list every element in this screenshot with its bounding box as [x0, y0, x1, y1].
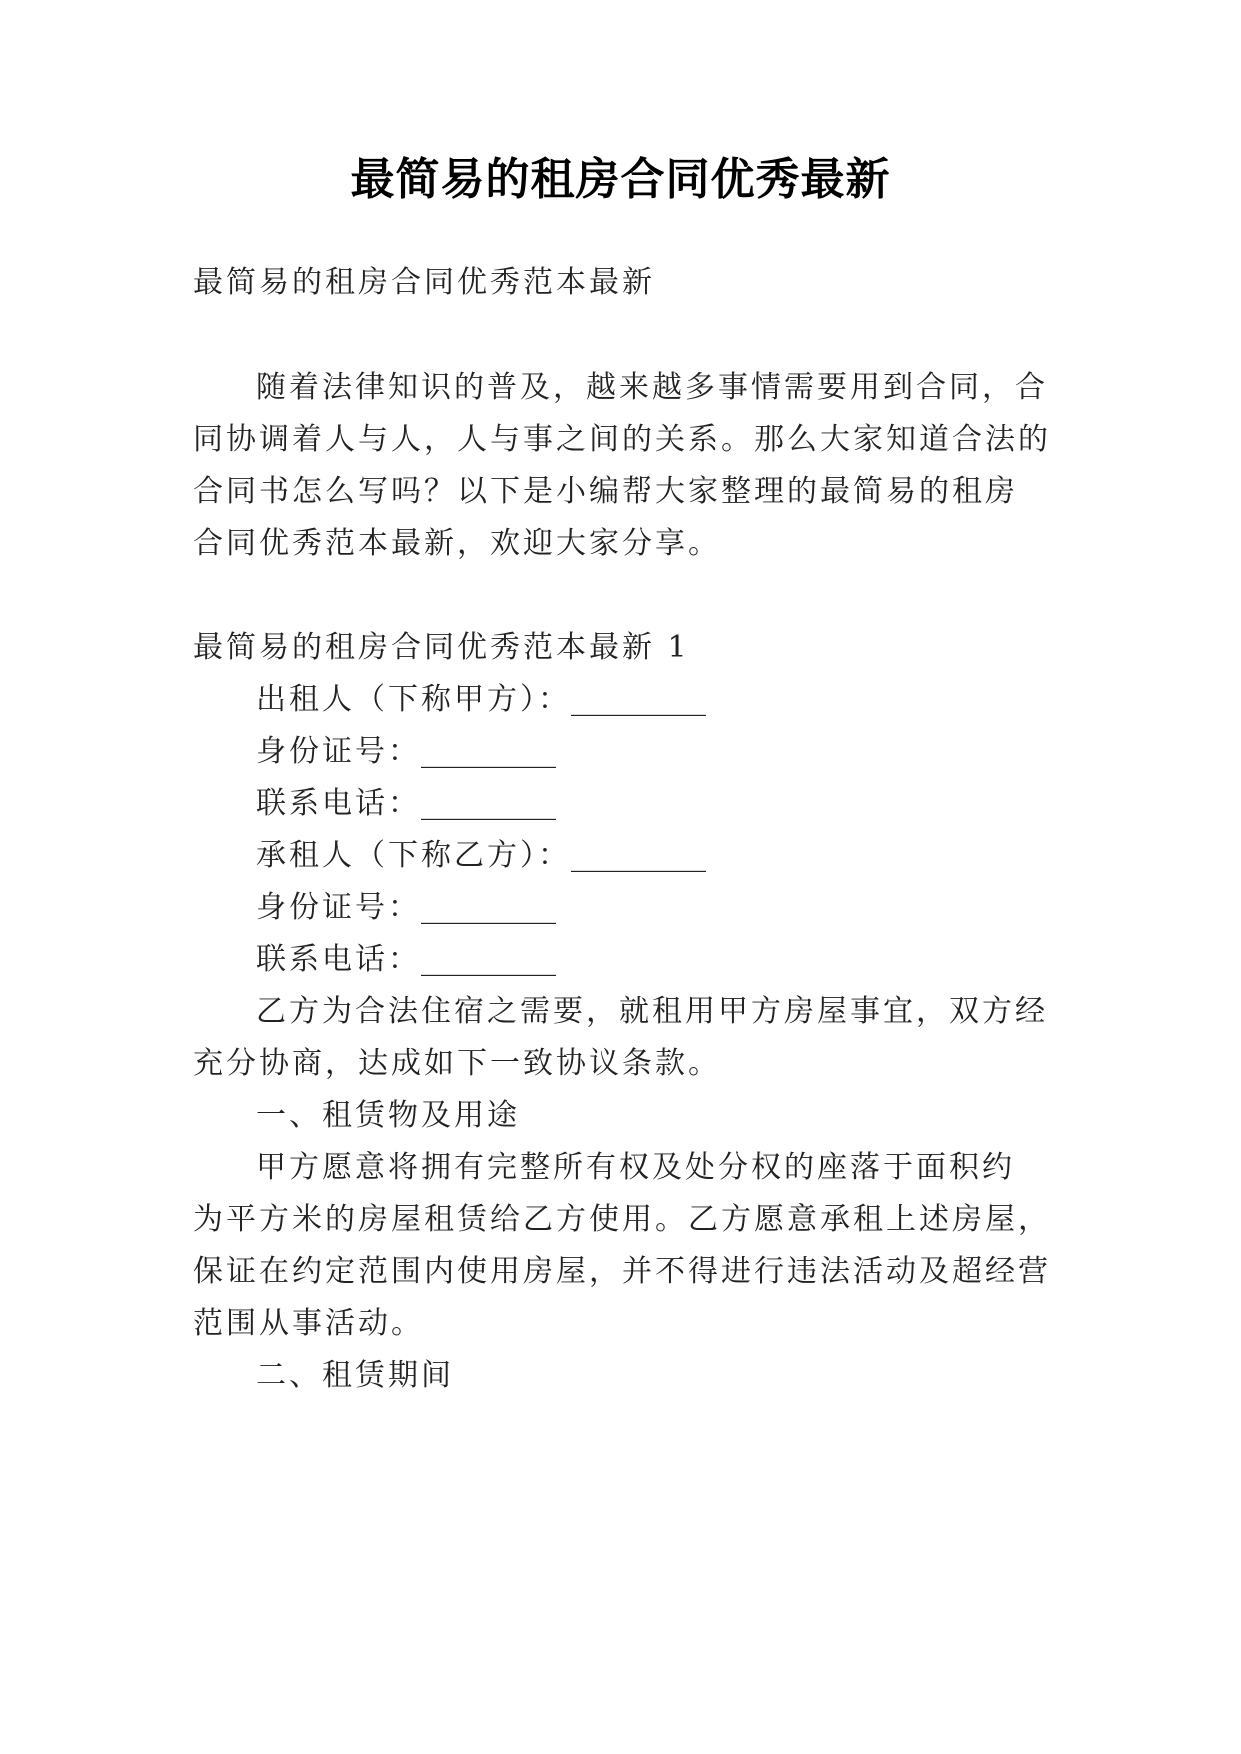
field-blank: _________	[421, 890, 556, 925]
field-lessor	[256, 680, 706, 720]
intro-line-1: 随着法律知识的普及，越来越多事情需要用到合同，合	[256, 370, 1048, 405]
field-label: 联系电话：	[256, 942, 421, 977]
clause1-line-2: 为平方米的房屋租赁给乙方使用。乙方愿意承租上述房屋，	[193, 1202, 1051, 1237]
document-subtitle: 最简易的租房合同优秀范本最新	[193, 265, 655, 300]
agreement-line-2: 充分协商，达成如下一致协议条款。	[193, 1046, 721, 1081]
field-lessor-phone	[256, 784, 556, 824]
intro-line-3: 合同书怎么写吗？以下是小编帮大家整理的最简易的租房	[193, 474, 1018, 509]
intro-line-4: 合同优秀范本最新，欢迎大家分享。	[193, 526, 721, 561]
document-title: 最简易的租房合同优秀最新	[350, 154, 891, 205]
field-lessee-phone	[256, 940, 556, 980]
field-label: 联系电话：	[256, 786, 421, 821]
section-heading: 最简易的租房合同优秀范本最新 1	[193, 630, 690, 665]
clause1-heading: 一、租赁物及用途	[256, 1098, 520, 1133]
field-blank: _________	[421, 786, 556, 821]
clause1-line-3: 保证在约定范围内使用房屋，并不得进行违法活动及超经营	[193, 1254, 1051, 1289]
field-blank: _________	[571, 682, 706, 717]
agreement-line-1: 乙方为合法住宿之需要，就租用甲方房屋事宜，双方经	[256, 994, 1048, 1029]
field-label: 身份证号：	[256, 734, 421, 769]
field-blank: _________	[421, 734, 556, 769]
clause1-line-4: 范围从事活动。	[193, 1306, 424, 1341]
intro-line-2: 同协调着人与人，人与事之间的关系。那么大家知道合法的	[193, 422, 1051, 457]
field-lessor-id	[256, 732, 556, 772]
field-blank: _________	[421, 942, 556, 977]
field-blank: _________	[571, 838, 706, 873]
field-label: 身份证号：	[256, 890, 421, 925]
clause2-heading: 二、租赁期间	[256, 1358, 454, 1393]
field-label: 承租人（下称乙方）：	[256, 838, 571, 873]
field-label: 出租人（下称甲方）：	[256, 682, 571, 717]
field-lessee	[256, 836, 706, 876]
clause1-line-1: 甲方愿意将拥有完整所有权及处分权的座落于面积约	[256, 1150, 1015, 1185]
field-lessee-id	[256, 888, 556, 928]
